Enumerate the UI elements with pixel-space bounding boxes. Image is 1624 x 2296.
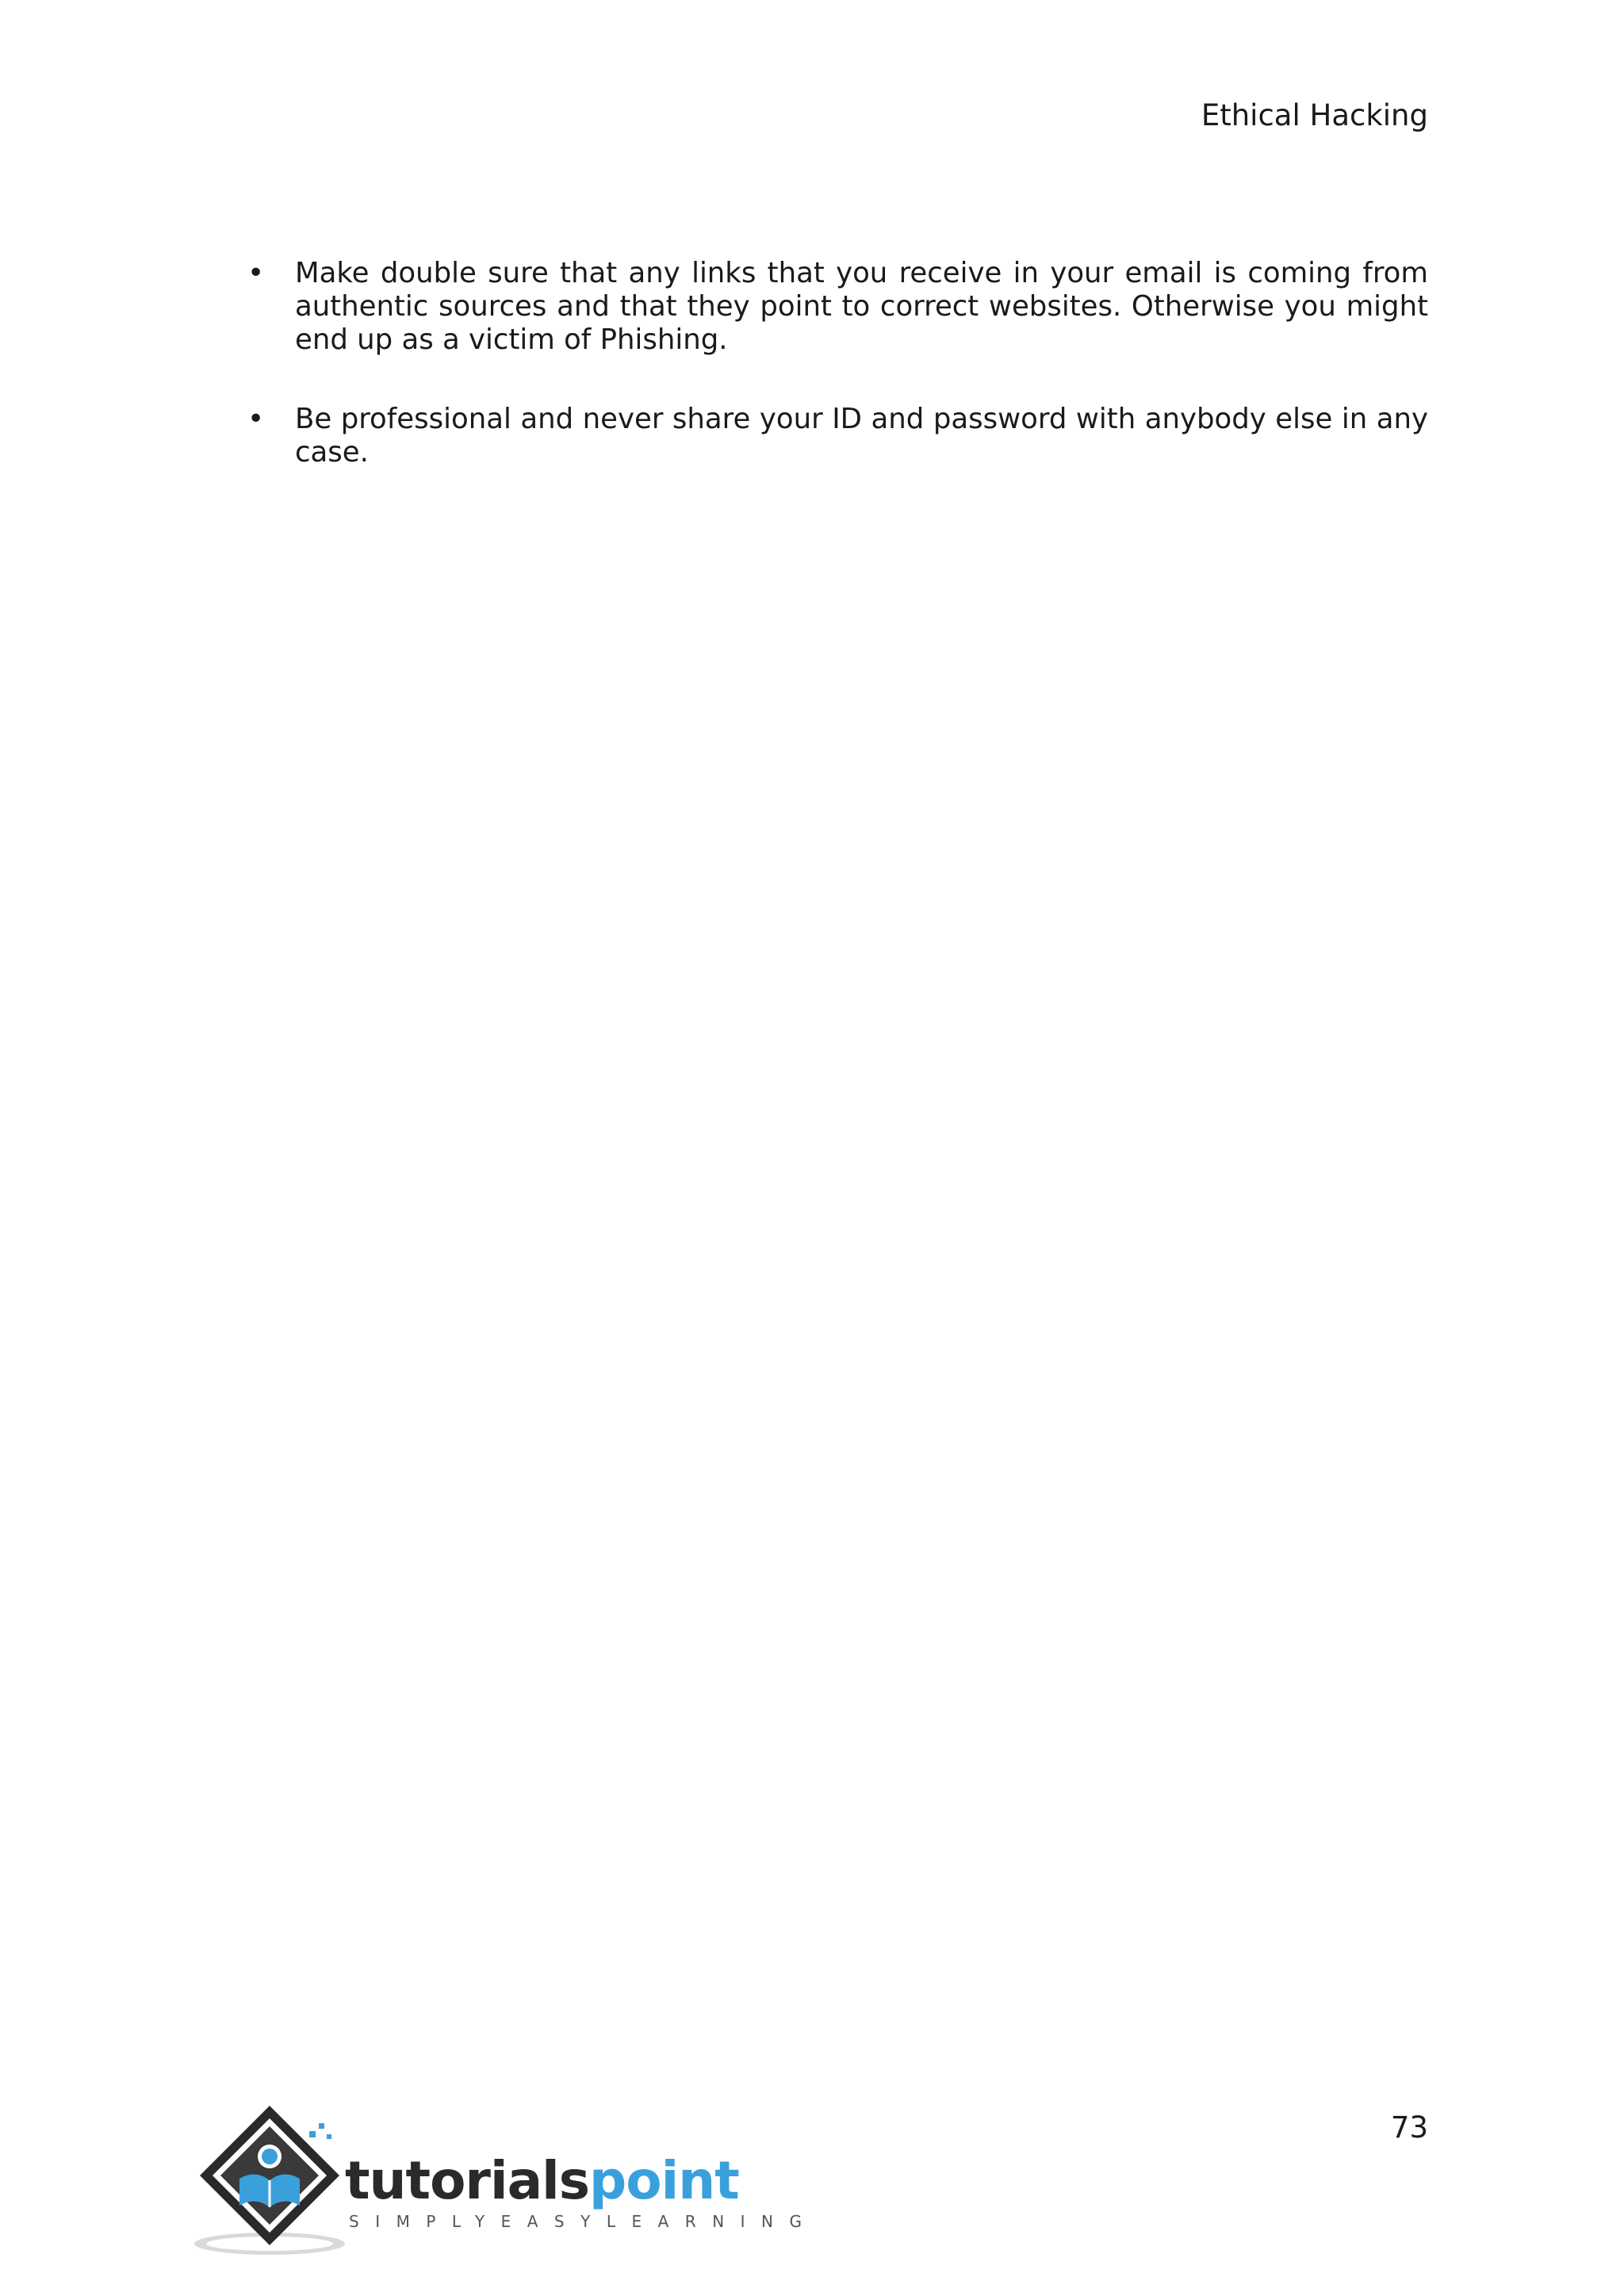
bullet-icon: • xyxy=(247,257,265,289)
tutorialspoint-logo xyxy=(190,2101,818,2260)
list-item xyxy=(247,257,1428,357)
bullet-icon: • xyxy=(247,403,265,435)
list-item-text: Be professional and never share your ID and password with anybody else in any case. xyxy=(295,403,1428,469)
list-item-text: Make double sure that any links that you receive in your email is coming from authentic sources and that they point to correct websites. Otherwise you might end up as a victim of Phishing. xyxy=(295,257,1428,356)
logo-wordmark xyxy=(345,2150,739,2211)
bullet-list xyxy=(247,257,1428,515)
logo-wordmark-part2: point xyxy=(589,2150,739,2211)
running-header-title: Ethical Hacking xyxy=(1201,98,1428,132)
logo-wordmark-part1: tutorials xyxy=(345,2150,590,2211)
logo-emblem-icon xyxy=(190,2101,349,2260)
logo-tagline: SIMPLYEASYLEARNING xyxy=(349,2212,818,2231)
page-number: 73 xyxy=(1390,2110,1428,2145)
list-item xyxy=(247,403,1428,469)
